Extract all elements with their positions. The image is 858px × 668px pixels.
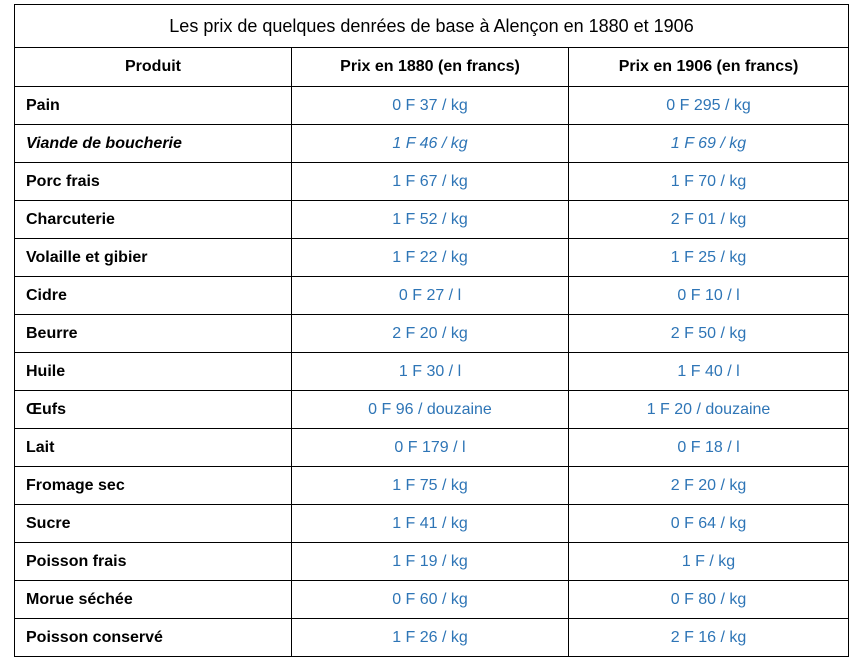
title-row [15, 5, 849, 48]
header-prix-1906: Prix en 1906 (en francs) [569, 48, 849, 87]
product-cell: Cidre [15, 277, 292, 315]
table-row [15, 505, 849, 543]
product-cell: Sucre [15, 505, 292, 543]
header-row [15, 48, 849, 87]
price-1906-cell: 2 F 16 / kg [569, 619, 849, 657]
table-row [15, 467, 849, 505]
price-1880-cell: 1 F 52 / kg [292, 201, 569, 239]
price-1880-cell: 0 F 96 / douzaine [292, 391, 569, 429]
price-1906-cell: 1 F 69 / kg [569, 125, 849, 163]
product-cell: Charcuterie [15, 201, 292, 239]
price-1906-cell: 1 F 25 / kg [569, 239, 849, 277]
product-cell: Huile [15, 353, 292, 391]
table-row [15, 353, 849, 391]
price-1906-cell: 2 F 01 / kg [569, 201, 849, 239]
price-1880-cell: 1 F 67 / kg [292, 163, 569, 201]
price-1906-cell: 1 F 20 / douzaine [569, 391, 849, 429]
price-1880-cell: 0 F 37 / kg [292, 87, 569, 125]
price-1906-cell: 1 F 40 / l [569, 353, 849, 391]
table-row [15, 163, 849, 201]
price-1906-cell: 0 F 64 / kg [569, 505, 849, 543]
header-prix-1880: Prix en 1880 (en francs) [292, 48, 569, 87]
product-cell: Volaille et gibier [15, 239, 292, 277]
price-1880-cell: 0 F 27 / l [292, 277, 569, 315]
price-1880-cell: 1 F 46 / kg [292, 125, 569, 163]
price-1880-cell: 1 F 22 / kg [292, 239, 569, 277]
table-body [15, 87, 849, 657]
price-1880-cell: 1 F 75 / kg [292, 467, 569, 505]
table-row [15, 315, 849, 353]
table-row [15, 125, 849, 163]
product-cell: Fromage sec [15, 467, 292, 505]
product-cell: Poisson frais [15, 543, 292, 581]
product-cell: Œufs [15, 391, 292, 429]
price-1880-cell: 0 F 179 / l [292, 429, 569, 467]
price-1880-cell: 1 F 41 / kg [292, 505, 569, 543]
table-row [15, 619, 849, 657]
product-cell: Viande de boucherie [15, 125, 292, 163]
table-row [15, 543, 849, 581]
price-1906-cell: 0 F 295 / kg [569, 87, 849, 125]
price-1906-cell: 0 F 10 / l [569, 277, 849, 315]
table-row [15, 429, 849, 467]
price-1880-cell: 2 F 20 / kg [292, 315, 569, 353]
table-row [15, 201, 849, 239]
price-1906-cell: 2 F 50 / kg [569, 315, 849, 353]
product-cell: Poisson conservé [15, 619, 292, 657]
price-1906-cell: 0 F 18 / l [569, 429, 849, 467]
table-title: Les prix de quelques denrées de base à Alençon en 1880 et 1906 [15, 5, 849, 48]
price-1880-cell: 1 F 19 / kg [292, 543, 569, 581]
price-1906-cell: 1 F / kg [569, 543, 849, 581]
table-row [15, 239, 849, 277]
table-row [15, 391, 849, 429]
price-1880-cell: 1 F 26 / kg [292, 619, 569, 657]
price-1880-cell: 0 F 60 / kg [292, 581, 569, 619]
price-1906-cell: 1 F 70 / kg [569, 163, 849, 201]
price-table [14, 4, 849, 657]
product-cell: Porc frais [15, 163, 292, 201]
product-cell: Lait [15, 429, 292, 467]
price-1906-cell: 0 F 80 / kg [569, 581, 849, 619]
header-produit: Produit [15, 48, 292, 87]
product-cell: Pain [15, 87, 292, 125]
price-1880-cell: 1 F 30 / l [292, 353, 569, 391]
product-cell: Morue séchée [15, 581, 292, 619]
table-row [15, 277, 849, 315]
table-row [15, 87, 849, 125]
price-1906-cell: 2 F 20 / kg [569, 467, 849, 505]
product-cell: Beurre [15, 315, 292, 353]
table-row [15, 581, 849, 619]
